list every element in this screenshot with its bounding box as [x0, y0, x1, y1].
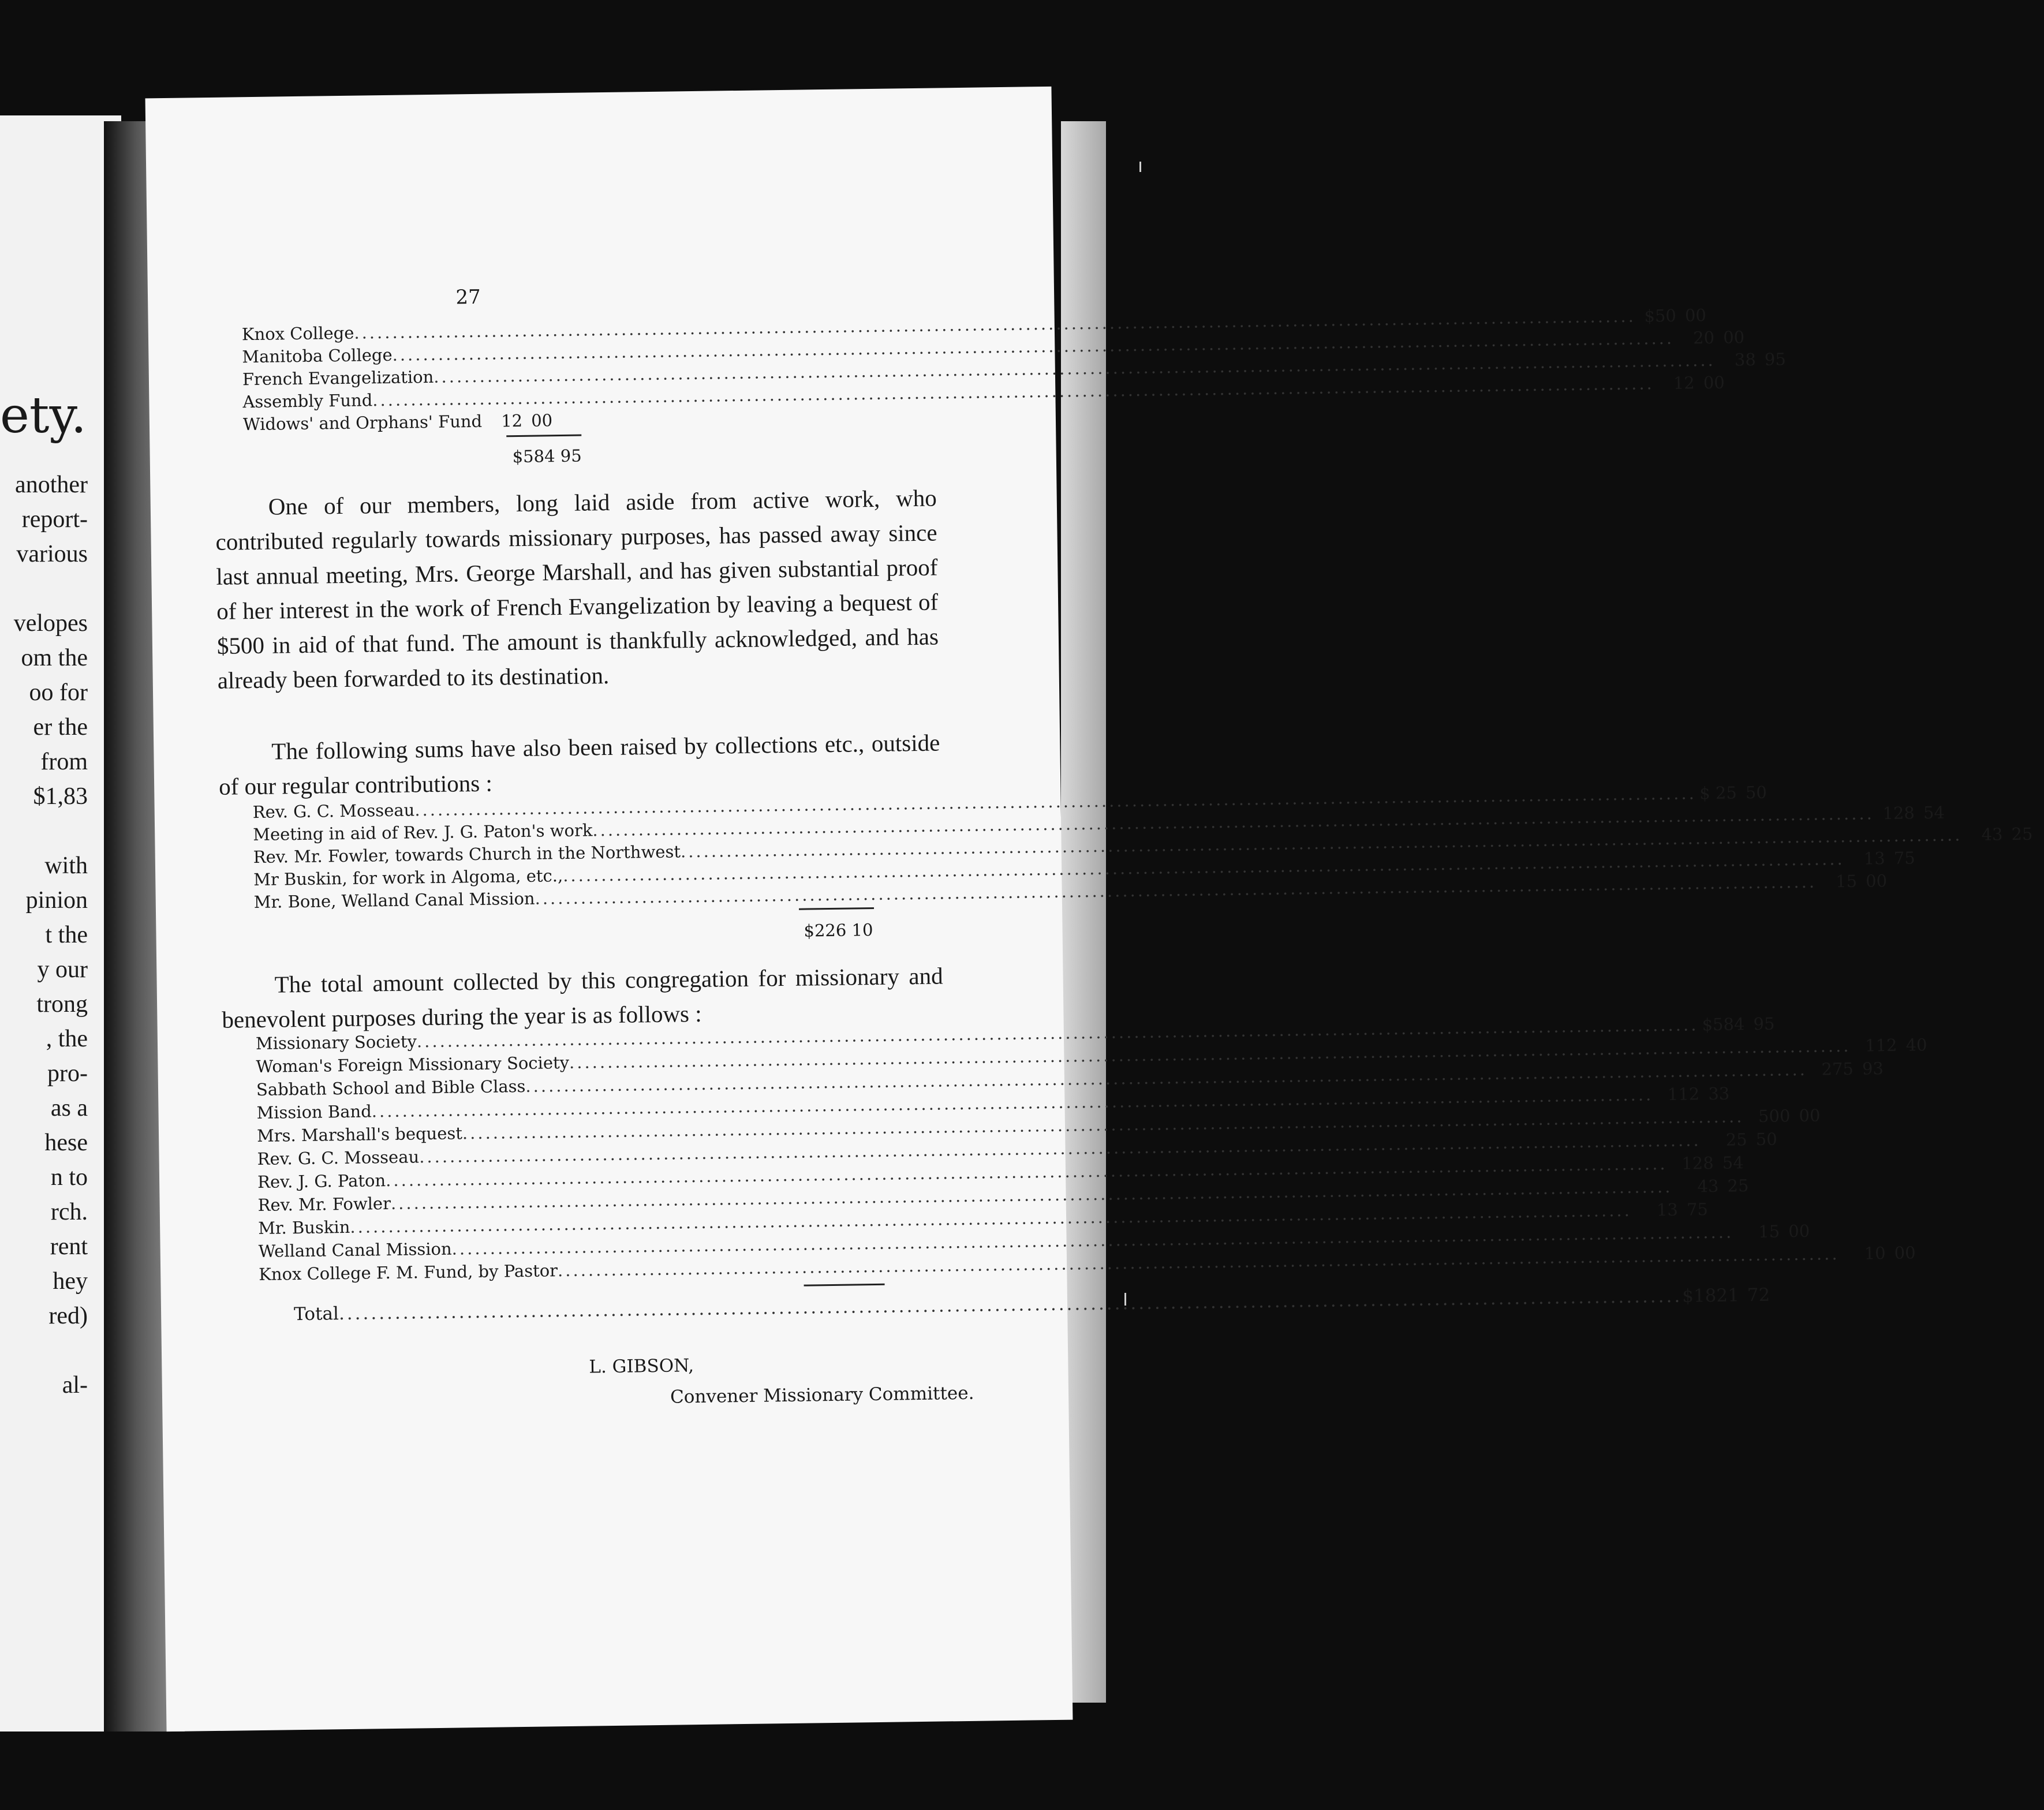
scan-speck	[1124, 1293, 1126, 1306]
collections-cents: 54	[1923, 802, 1945, 823]
total-intro: The total amount collected by this congregation for missionary and benevolent purposes during the year is as follows :	[222, 962, 943, 1033]
funds-total-cents: 95	[560, 446, 582, 466]
totals-dollars: 500	[1758, 1106, 1791, 1126]
totals-dollars: 128	[1681, 1153, 1714, 1173]
funds-dollars: 38	[1734, 349, 1756, 370]
collections-label: Mr. Bone, Welland Canal Mission	[253, 888, 535, 913]
facing-page-line: om the	[21, 645, 88, 671]
totals-cents: 25	[1727, 1176, 1749, 1196]
collections-intro: The following sums have also been raised by collections etc., outside of our regular contributions :	[218, 729, 940, 800]
facing-page-line: as a	[50, 1095, 88, 1121]
facing-page-line: oo for	[29, 679, 88, 706]
signature-name: L. GIBSON,	[589, 1355, 694, 1378]
funds-row	[242, 409, 553, 436]
facing-page-line: t the	[45, 922, 88, 948]
totals-dollars: 13	[1656, 1199, 1679, 1220]
collections-dollars: 43	[1981, 824, 2003, 844]
totals-cents: 40	[1905, 1035, 1927, 1055]
facing-page-heading: ety.	[0, 387, 87, 444]
funds-cents: 00	[1684, 305, 1707, 326]
funds-dollars: 12	[500, 410, 523, 431]
collections-dollars: $ 25	[1699, 783, 1737, 803]
totals-dollars: 43	[1697, 1176, 1719, 1196]
totals-label: Mrs. Marshall's bequest	[256, 1123, 463, 1146]
facing-page-line: hey	[53, 1268, 88, 1295]
collections-label: Meeting in aid of Rev. J. G. Paton's work	[253, 820, 593, 845]
totals-dollars: $584	[1702, 1014, 1745, 1035]
funds-dollars: 20	[1692, 327, 1715, 348]
collections-cents: 50	[1745, 782, 1768, 803]
funds-label: Manitoba College	[242, 345, 393, 367]
totals-label: Mr. Buskin	[257, 1217, 350, 1239]
totals-label: Rev. Mr. Fowler	[257, 1193, 391, 1216]
funds-total-rule	[506, 435, 581, 437]
facing-page-line: $1,83	[33, 783, 88, 810]
facing-page-line: report-	[21, 506, 88, 533]
collections-cents: 00	[1865, 871, 1888, 891]
totals-label: Knox College F. M. Fund, by Pastor	[259, 1261, 558, 1284]
funds-cents: 95	[1764, 349, 1786, 369]
totals-cents: 93	[1862, 1059, 1884, 1079]
collections-total-dollars: $226	[804, 920, 847, 941]
signature-title: Convener Missionary Committee.	[670, 1382, 974, 1408]
totals-cents: 00	[1799, 1105, 1821, 1126]
grand-total-label: Total	[293, 1303, 339, 1325]
totals-label: Rev. J. G. Paton	[257, 1170, 386, 1192]
book-page	[145, 87, 2033, 1732]
facing-page-line: er the	[33, 714, 88, 741]
collections-label: Rev. G. C. Mosseau	[252, 800, 415, 822]
facing-page-line: from	[40, 749, 88, 775]
facing-page-line: y our	[37, 956, 88, 983]
grand-total-row	[293, 1284, 1770, 1326]
facing-page-line: rch.	[50, 1199, 88, 1225]
totals-dollars: 25	[1725, 1130, 1747, 1150]
totals-cents: 95	[1753, 1014, 1775, 1034]
funds-cents: 00	[530, 410, 553, 431]
facing-page-line: red)	[48, 1303, 88, 1329]
funds-cents: 00	[1703, 372, 1725, 393]
totals-cents: 75	[1686, 1199, 1709, 1220]
funds-label: Knox College	[241, 323, 354, 345]
facing-page-line: various	[16, 541, 88, 567]
collections-list	[252, 782, 2033, 914]
facing-page-line: velopes	[13, 610, 88, 637]
scan-speck	[1139, 162, 1141, 172]
facing-page-line: trong	[36, 991, 88, 1018]
facing-page-line: hese	[44, 1130, 88, 1156]
totals-dollars: 112	[1667, 1084, 1700, 1105]
facing-page-line: another	[15, 472, 88, 498]
totals-label: Rev. G. C. Mosseau	[257, 1147, 420, 1169]
totals-dollars: 15	[1758, 1221, 1780, 1241]
facing-page-line: with	[44, 852, 88, 879]
bequest-paragraph: One of our members, long laid aside from active work, who contributed regularly towards missionary purposes, has passed away since last annual meeting, Mrs. George Marshall, and has given substantial proof of her interest in the work of French Evangelization by leaving a bequest of $500 in aid of that fund. The amount is thankfully acknowledged, and has already been forwarded to its destination.	[215, 484, 939, 694]
totals-list	[255, 1014, 1927, 1286]
totals-cents: 50	[1755, 1129, 1777, 1150]
collections-dollars: 13	[1863, 848, 1885, 869]
grand-total-dollars: $1821	[1681, 1285, 1740, 1307]
collections-total-rule	[799, 907, 874, 910]
facing-page-line: pinion	[25, 887, 88, 914]
collections-total	[804, 920, 873, 941]
funds-label: Assembly Fund	[242, 390, 373, 412]
funds-total-dollars: $584	[512, 446, 555, 467]
collections-label: Rev. Mr. Fowler, towards Church in the Northwest	[253, 842, 681, 867]
facing-page-line: n to	[50, 1164, 88, 1191]
totals-label: Sabbath School and Bible Class	[256, 1076, 526, 1100]
facing-page-line: al-	[62, 1372, 88, 1398]
funds-dollars: 12	[1673, 373, 1695, 393]
grand-total-rule	[804, 1284, 885, 1287]
leader-dots	[339, 1285, 1683, 1325]
funds-label: French Evangelization	[242, 367, 434, 390]
funds-label: Widows' and Orphans' Fund	[242, 411, 483, 435]
totals-dollars: 275	[1821, 1059, 1854, 1079]
facing-page-line: , the	[46, 1026, 88, 1052]
collections-cents: 75	[1893, 848, 1915, 868]
funds-cents: 00	[1722, 327, 1745, 347]
totals-dollars: 10	[1864, 1243, 1886, 1263]
totals-cents: 54	[1722, 1153, 1744, 1173]
collections-cents: 25	[2011, 824, 2033, 844]
facing-page-line: pro-	[47, 1060, 88, 1087]
page-number: 27	[455, 285, 481, 309]
funds-list	[241, 305, 1786, 436]
funds-dollars: $50	[1644, 305, 1677, 326]
grand-total-cents: 72	[1747, 1284, 1770, 1306]
totals-label: Mission Band	[256, 1101, 372, 1123]
totals-cents: 00	[1788, 1221, 1810, 1241]
collections-label: Mr Buskin, for work in Algoma, etc.,	[253, 866, 563, 890]
totals-label: Missionary Society	[255, 1031, 417, 1054]
collections-total-cents: 10	[851, 920, 873, 940]
funds-total	[513, 446, 582, 467]
totals-label: Woman's Foreign Missionary Society	[256, 1052, 570, 1077]
totals-cents: 00	[1894, 1243, 1916, 1263]
totals-label: Welland Canal Mission	[258, 1239, 452, 1261]
totals-cents: 33	[1708, 1083, 1730, 1104]
facing-page	[0, 115, 121, 1732]
facing-page-line: rent	[50, 1233, 88, 1260]
collections-dollars: 128	[1882, 803, 1915, 824]
collections-dollars: 15	[1835, 871, 1858, 892]
totals-dollars: 112	[1864, 1035, 1897, 1056]
